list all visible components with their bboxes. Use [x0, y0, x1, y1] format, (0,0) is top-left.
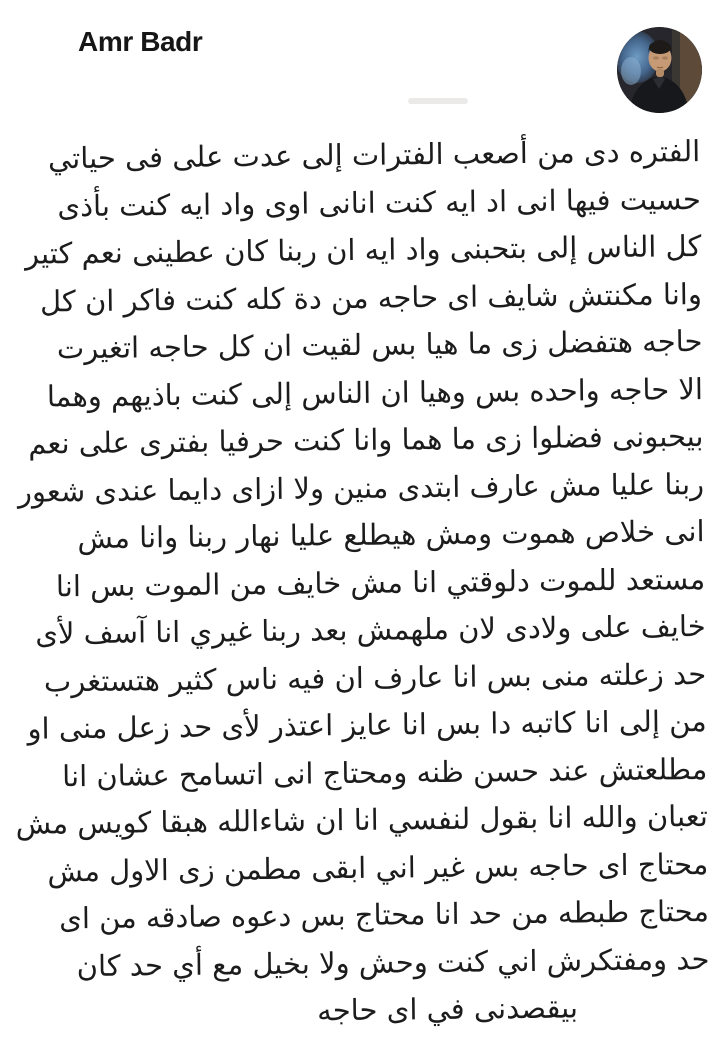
- post-text-line: الا حاجه واحده بس وهيا ان الناس إلى كنت باذيهم وهما: [46, 371, 704, 413]
- post-text-line: تعبان والله انا بقول لنفسي انا ان شاءالله هبقا كويس مش: [15, 798, 708, 841]
- scan-artifact: [408, 98, 468, 104]
- post-text-line: مطلعتش عند حسن ظنه ومحتاج انى اتسامح عشان انا: [61, 751, 708, 793]
- post-text-line: حد زعلته منى بس انا عارف ان فيه ناس كثير هتستغرب: [43, 656, 707, 698]
- post-text: [15, 128, 710, 1038]
- post-text-line: خايف على ولادى لان ملهمش بعد ربنا غيري انا آسف لأى: [35, 608, 706, 651]
- post-text-line-last: بيقصدنى في اى حاجه: [316, 990, 579, 1028]
- profile-name[interactable]: Amr Badr: [78, 26, 203, 57]
- post-text-line: من إلى انا كاتبه دا بس انا عايز اعتذر لأى حد زعل منى او: [27, 703, 707, 746]
- post-text-line: حاجه هتفضل زى ما هيا بس لقيت ان كل حاجه اتغيرت: [56, 323, 703, 366]
- post-text-line: محتاج طبطه من حد انا محتاج بس دعوه صادقه من اى: [58, 893, 710, 936]
- post-text-line: بيحبونى فضلوا زى ما هما وانا كنت حرفيا بفترى على نعم: [28, 418, 704, 461]
- post-text-line: الفتره دى من أصعب الفترات إلى عدت على فى حياتي: [47, 133, 701, 176]
- post-text-line: مستعد للموت دلوقتي انا مش خايف من الموت بس انا: [55, 561, 706, 603]
- avatar[interactable]: [617, 27, 702, 113]
- post-text-line: ربنا عليا مش عارف ابتدى منين ولا ازاى دايما عندى شعور: [17, 466, 705, 509]
- post-text-line: محتاج اى حاجه بس غير اني ابقى مطمن زى الاول مش: [47, 846, 709, 888]
- avatar-photo: [617, 27, 702, 113]
- post-text-line: حد ومفتكرش اني كنت وحش ولا بخيل مع أي حد كان: [76, 941, 710, 983]
- post-text-line: وانا مكنتش شايف اى حاجه من دة كله كنت فاكر ان كل: [39, 276, 703, 318]
- post-text-line: كل الناس إلى بتحبنى واد ايه ان ربنا كان عطينى نعم كتير: [24, 228, 702, 271]
- post-text-line: حسيت فيها انى اد ايه كنت انانى اوى واد ايه كنت بأذى: [57, 181, 701, 223]
- post-text-line: انى خلاص هموت ومش هيطلع عليا نهار ربنا وانا مش: [77, 513, 705, 556]
